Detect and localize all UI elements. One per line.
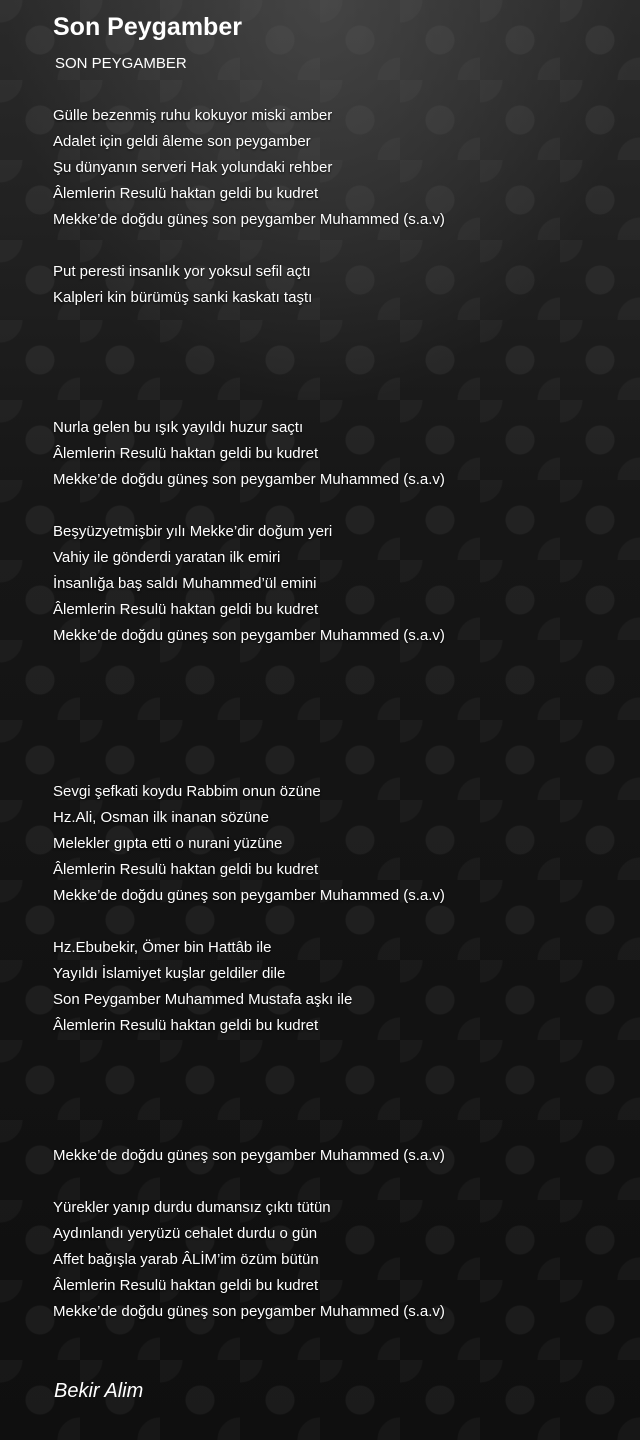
poem-line: Mekke’de doğdu güneş son peygamber Muhammed (s.a.v) [53,1147,445,1164]
poem-line: Âlemlerin Resulü haktan geldi bu kudret [53,445,319,462]
poem-line: Şu dünyanın serveri Hak yolundaki rehber [53,159,333,176]
poem-line: Affet bağışla yarab ÂLİM’im özüm bütün [53,1251,319,1268]
poem-line: Âlemlerin Resulü haktan geldi bu kudret [53,601,319,618]
poem-line: Sevgi şefkati koydu Rabbim onun özüne [53,783,321,800]
poem-line: Son Peygamber Muhammed Mustafa aşkı ile [53,991,353,1008]
poem-blank-line [53,909,623,935]
poem-line: Âlemlerin Resulü haktan geldi bu kudret [53,1277,319,1294]
poem-line: Put peresti insanlık yor yoksul sefil açtı [53,263,311,280]
poem-blank-line [53,233,623,259]
poem-line: Âlemlerin Resulü haktan geldi bu kudret [53,861,319,878]
poem-line: Vahiy ile gönderdi yaratan ilk emiri [53,549,281,566]
poem-blank-line [53,753,623,779]
poem-blank-line [53,1065,623,1091]
poem-blank-line [53,727,623,753]
poem-line: Mekke’de doğdu güneş son peygamber Muhammed (s.a.v) [53,627,445,644]
poem-line: Aydınlandı yeryüzü cehalet durdu o gün [53,1225,318,1242]
poem-line: Mekke’de doğdu güneş son peygamber Muhammed (s.a.v) [53,887,445,904]
poem-line: Yürekler yanıp durdu dumansız çıktı tütün [53,1199,331,1216]
poem-blank-line [53,1091,623,1117]
poem-blank-line [53,1039,623,1065]
poem-blank-line [53,1169,623,1195]
poem-line: Beşyüzyetmişbir yılı Mekke’dir doğum yeri [53,523,333,540]
poem-line: Mekke’de doğdu güneş son peygamber Muhammed (s.a.v) [53,211,445,228]
poem-author: Bekir Alim [54,1380,144,1402]
poem-blank-line [53,493,623,519]
poem-heading: SON PEYGAMBER [55,55,187,72]
poem-line: Âlemlerin Resulü haktan geldi bu kudret [53,185,319,202]
poem-blank-line [53,649,623,675]
poem-line: Gülle bezenmiş ruhu kokuyor miski amber [53,107,333,124]
poem-line: Mekke’de doğdu güneş son peygamber Muhammed (s.a.v) [53,471,445,488]
poem-line: Hz.Ebubekir, Ömer bin Hattâb ile [53,939,272,956]
poem-line: Nurla gelen bu ışık yayıldı huzur saçtı [53,419,304,436]
poem-line: İnsanlığa baş saldı Muhammed’ül emini [53,575,317,592]
poem-line: Kalpleri kin bürümüş sanki kaskatı taştı [53,289,313,306]
poem-title: Son Peygamber [53,13,242,41]
poem-line: Melekler gıpta etti o nurani yüzüne [53,835,283,852]
poem-line: Mekke’de doğdu güneş son peygamber Muhammed (s.a.v) [53,1303,445,1320]
poem-blank-line [53,1117,623,1143]
poem-blank-line [53,675,623,701]
poem-blank-line [53,337,623,363]
poem-blank-line [53,389,623,415]
poem-line: Adalet için geldi âleme son peygamber [53,133,311,150]
poem-body [53,103,623,1325]
poem-blank-line [53,363,623,389]
poem-line: Âlemlerin Resulü haktan geldi bu kudret [53,1017,319,1034]
poem-line: Hz.Ali, Osman ilk inanan sözüne [53,809,269,826]
poem-blank-line [53,311,623,337]
poem-line: Yayıldı İslamiyet kuşlar geldiler dile [53,965,286,982]
poem-blank-line [53,701,623,727]
